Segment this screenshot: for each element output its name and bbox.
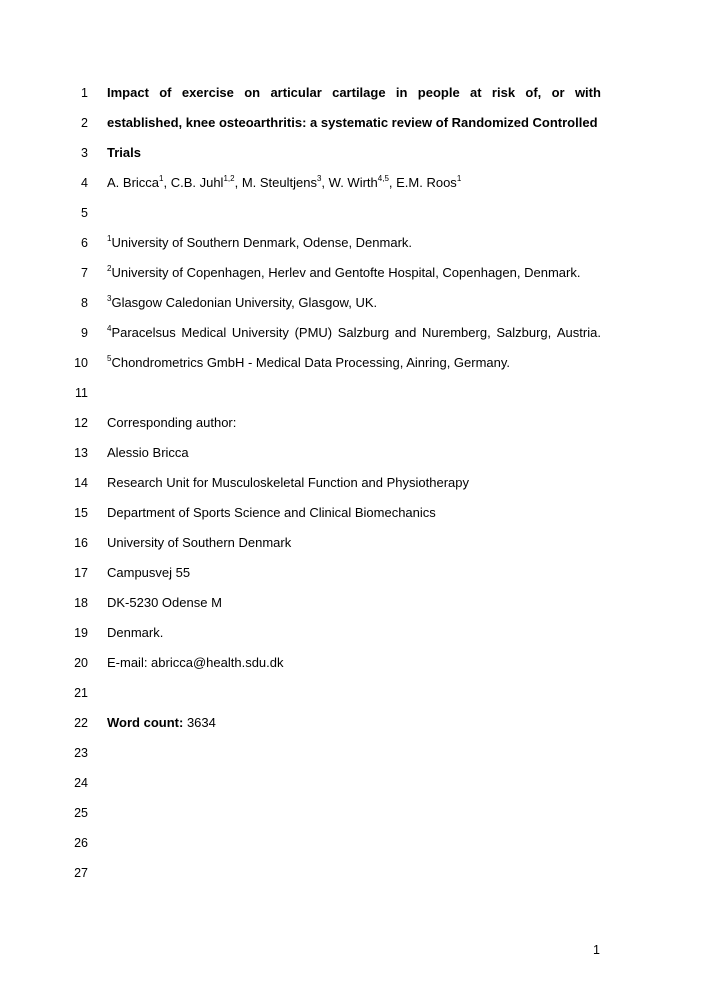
affiliation-5 xyxy=(0,348,707,378)
line-number: 19 xyxy=(74,626,88,640)
title-word: exercise xyxy=(181,85,234,100)
title-word: with xyxy=(574,85,601,100)
author-list xyxy=(107,168,601,198)
line-number: 1 xyxy=(81,86,88,100)
affiliation-number: 1 xyxy=(107,233,112,243)
corresponding-unit xyxy=(0,468,707,498)
line-number: 16 xyxy=(74,536,88,550)
author-affiliation-ref: 1,2 xyxy=(223,173,235,183)
affiliation-number: 3 xyxy=(107,293,112,303)
affiliation-number: 2 xyxy=(107,263,112,273)
author-separator: , xyxy=(388,175,397,190)
author-separator: , xyxy=(163,175,171,190)
line-number: 12 xyxy=(74,416,88,430)
author-name: W. Wirth xyxy=(328,175,378,190)
correspondence-text: Alessio Bricca xyxy=(107,445,189,460)
correspondence-text: Department of Sports Science and Clinical Biomechanics xyxy=(107,505,436,520)
correspondence-text: DK-5230 Odense M xyxy=(107,595,222,610)
corresponding-department xyxy=(0,498,707,528)
correspondence-text: E-mail: abricca@health.sdu.dk xyxy=(107,655,284,670)
affiliation-number: 4 xyxy=(107,323,112,333)
line-number: 3 xyxy=(81,146,88,160)
correspondence-text: Campusvej 55 xyxy=(107,565,191,580)
corresponding-postcode xyxy=(0,588,707,618)
affiliation-word xyxy=(107,318,176,348)
affiliation-name: University of Copenhagen, Herlev and Gentofte Hospital, Copenhagen, Denmark. xyxy=(111,265,581,280)
correspondence-text: Denmark. xyxy=(107,625,164,640)
affiliation-1 xyxy=(0,228,707,258)
corresponding-author-heading xyxy=(0,408,707,438)
line-number: 9 xyxy=(81,326,88,340)
line-number: 5 xyxy=(81,206,88,220)
author-name: E.M. Roos xyxy=(396,175,457,190)
line-number: 11 xyxy=(75,386,88,400)
title-word: or xyxy=(551,85,565,100)
affiliation-word: Medical xyxy=(181,325,227,340)
title-text-line-1 xyxy=(107,78,601,108)
affiliation-text xyxy=(107,258,601,288)
corresponding-email xyxy=(0,648,707,678)
line-number: 2 xyxy=(81,116,88,130)
line-number: 17 xyxy=(74,566,88,580)
line-number: 6 xyxy=(81,236,88,250)
affiliation-text xyxy=(107,318,601,348)
line-number: 8 xyxy=(81,296,88,310)
title-word: at xyxy=(470,85,482,100)
line-number: 21 xyxy=(74,686,88,700)
line-number: 24 xyxy=(74,776,88,790)
word-count-value: 3634 xyxy=(186,715,216,730)
affiliation-word: Nuremberg, xyxy=(422,325,491,340)
affiliation-name: Chondrometrics GmbH - Medical Data Processing, Ainring, Germany. xyxy=(111,355,511,370)
affiliation-word-text: Paracelsus xyxy=(111,325,176,340)
line-number: 23 xyxy=(74,746,88,760)
corresponding-country xyxy=(0,618,707,648)
affiliation-name: Glasgow Caledonian University, Glasgow, UK. xyxy=(111,295,378,310)
correspondence-text: Research Unit for Musculoskeletal Function and Physiotherapy xyxy=(107,475,470,490)
affiliation-text xyxy=(107,348,601,378)
line-number: 18 xyxy=(74,596,88,610)
affiliation-number: 5 xyxy=(107,353,112,363)
corresponding-street xyxy=(0,558,707,588)
word-count-label: Word count: xyxy=(107,715,184,730)
affiliation-word: University xyxy=(231,325,289,340)
title-line-2 xyxy=(0,108,707,138)
affiliation-text xyxy=(107,288,601,318)
affiliation-2 xyxy=(0,258,707,288)
affiliation-word: (PMU) xyxy=(294,325,333,340)
author-affiliation-ref: 1 xyxy=(456,173,462,183)
author-separator: , xyxy=(321,175,329,190)
title-line-1 xyxy=(0,78,707,108)
affiliation-text xyxy=(107,228,601,258)
line-number: 15 xyxy=(74,506,88,520)
title-text-line-2: established, knee osteoarthritis: a systematic review of Randomized Controlled xyxy=(107,115,598,130)
author-affiliation-ref: 1 xyxy=(159,173,164,183)
author-affiliation-ref: 4,5 xyxy=(377,173,389,183)
affiliation-4 xyxy=(0,318,707,348)
line-number: 20 xyxy=(74,656,88,670)
line-number: 25 xyxy=(74,806,88,820)
affiliation-3 xyxy=(0,288,707,318)
line-number: 4 xyxy=(81,176,88,190)
title-word: in xyxy=(395,85,408,100)
title-word: articular xyxy=(270,85,322,100)
title-line-3 xyxy=(0,138,707,168)
title-word: on xyxy=(244,85,261,100)
line-number: 26 xyxy=(74,836,88,850)
correspondence-text: University of Southern Denmark xyxy=(107,535,292,550)
page-number: 1 xyxy=(593,943,600,957)
affiliation-word: Austria. xyxy=(556,325,601,340)
title-word: risk xyxy=(491,85,516,100)
correspondence-text: Corresponding author: xyxy=(107,415,237,430)
title-text-line-3: Trials xyxy=(107,145,141,160)
line-number: 22 xyxy=(74,716,88,730)
title-word: of, xyxy=(525,85,542,100)
author-name: A. Bricca xyxy=(107,175,160,190)
line-number: 10 xyxy=(74,356,88,370)
corresponding-author-name xyxy=(0,438,707,468)
affiliation-word: and xyxy=(394,325,417,340)
title-word: cartilage xyxy=(332,85,386,100)
title-word: of xyxy=(159,85,172,100)
title-word: people xyxy=(417,85,460,100)
affiliation-word: Salzburg xyxy=(337,325,390,340)
author-line xyxy=(0,168,707,198)
author-name: M. Steultjens xyxy=(241,175,317,190)
line-number: 7 xyxy=(81,266,88,280)
author-affiliation-ref: 3 xyxy=(316,173,322,183)
corresponding-university xyxy=(0,528,707,558)
affiliation-name: University of Southern Denmark, Odense, Denmark. xyxy=(111,235,413,250)
affiliation-word: Salzburg, xyxy=(496,325,552,340)
author-name: C.B. Juhl xyxy=(170,175,224,190)
line-number: 14 xyxy=(74,476,88,490)
word-count-line xyxy=(0,708,707,738)
line-number: 13 xyxy=(74,446,88,460)
word-count xyxy=(107,708,601,738)
title-word: Impact xyxy=(107,85,149,100)
author-separator: , xyxy=(234,175,242,190)
line-number: 27 xyxy=(74,866,88,880)
